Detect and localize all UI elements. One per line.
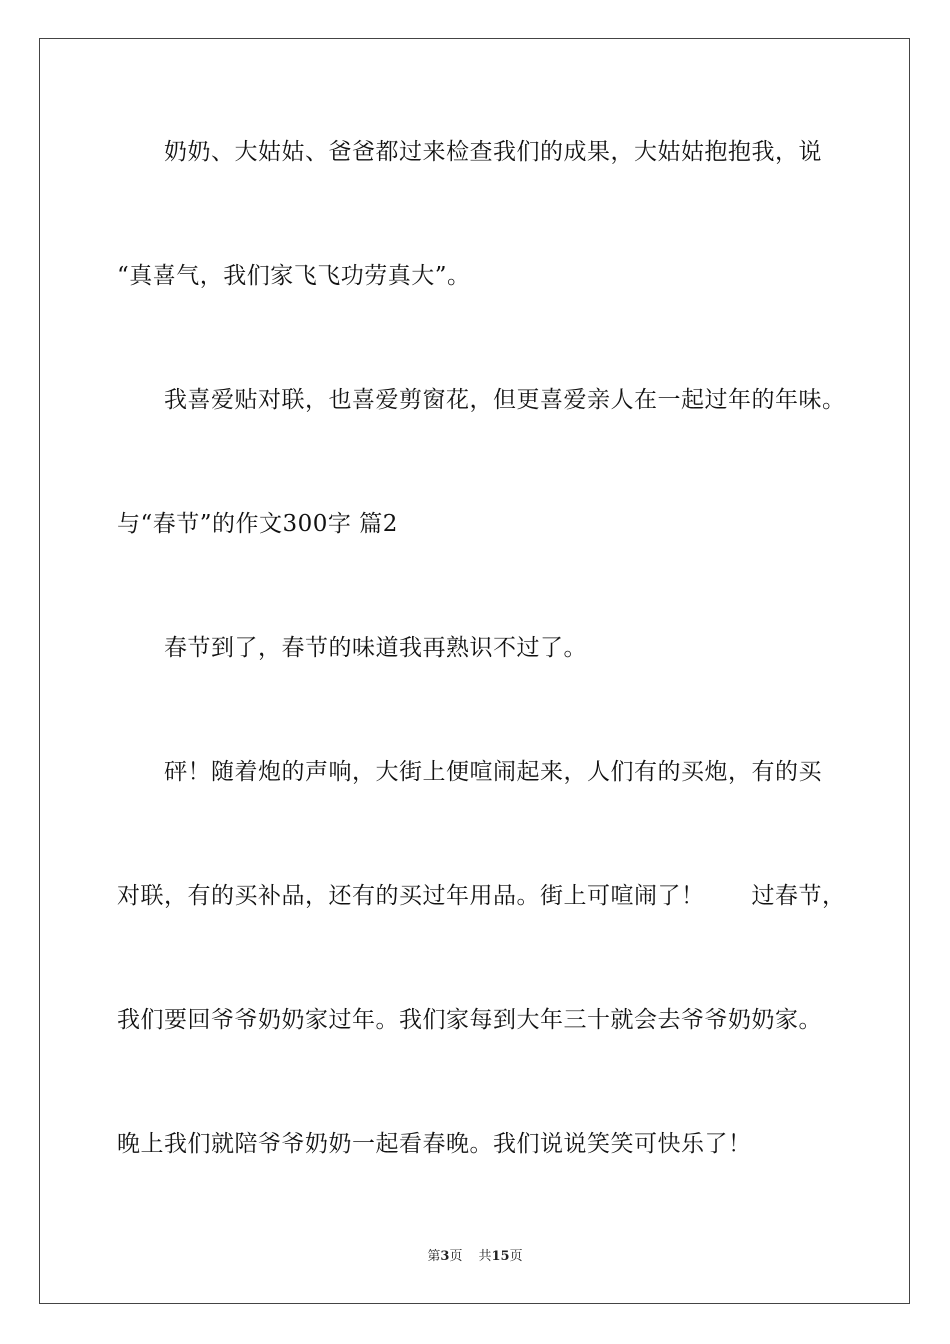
paragraph-line-3: 我喜爱贴对联，也喜爱剪窗花，但更喜爱亲人在一起过年的年味。 (164, 387, 846, 413)
paragraph-line-5: 春节到了，春节的味道我再熟识不过了。 (164, 635, 587, 661)
total-pages: 15 (491, 1249, 510, 1264)
total-prefix: 共 (478, 1249, 492, 1264)
page-footer (0, 1248, 950, 1266)
page-border (39, 38, 910, 1304)
section-heading: 与“春节”的作文300字 篇2 (117, 511, 398, 537)
paragraph-line-6: 砰！随着炮的声响，大街上便喧闹起来，人们有的买炮，有的买 (164, 759, 822, 785)
paragraph-line-9: 晚上我们就陪爷爷奶奶一起看春晚。我们说说笑笑可快乐了！ (117, 1131, 752, 1157)
total-suffix: 页 (509, 1249, 523, 1264)
paragraph-line-8: 我们要回爷爷奶奶家过年。我们家每到大年三十就会去爷爷奶奶家。 (117, 1007, 822, 1033)
paragraph-line-7: 对联，有的买补品，还有的买过年用品。街上可喧闹了！ 过春节， (117, 883, 846, 909)
paragraph-line-1: 奶奶、大姑姑、爸爸都过来检查我们的成果，大姑姑抱抱我，说 (164, 139, 822, 165)
page-prefix: 第 (427, 1249, 441, 1264)
page-suffix: 页 (449, 1249, 463, 1264)
page-number: 3 (440, 1249, 450, 1264)
paragraph-line-2: “真喜气，我们家飞飞功劳真大”。 (117, 263, 471, 289)
